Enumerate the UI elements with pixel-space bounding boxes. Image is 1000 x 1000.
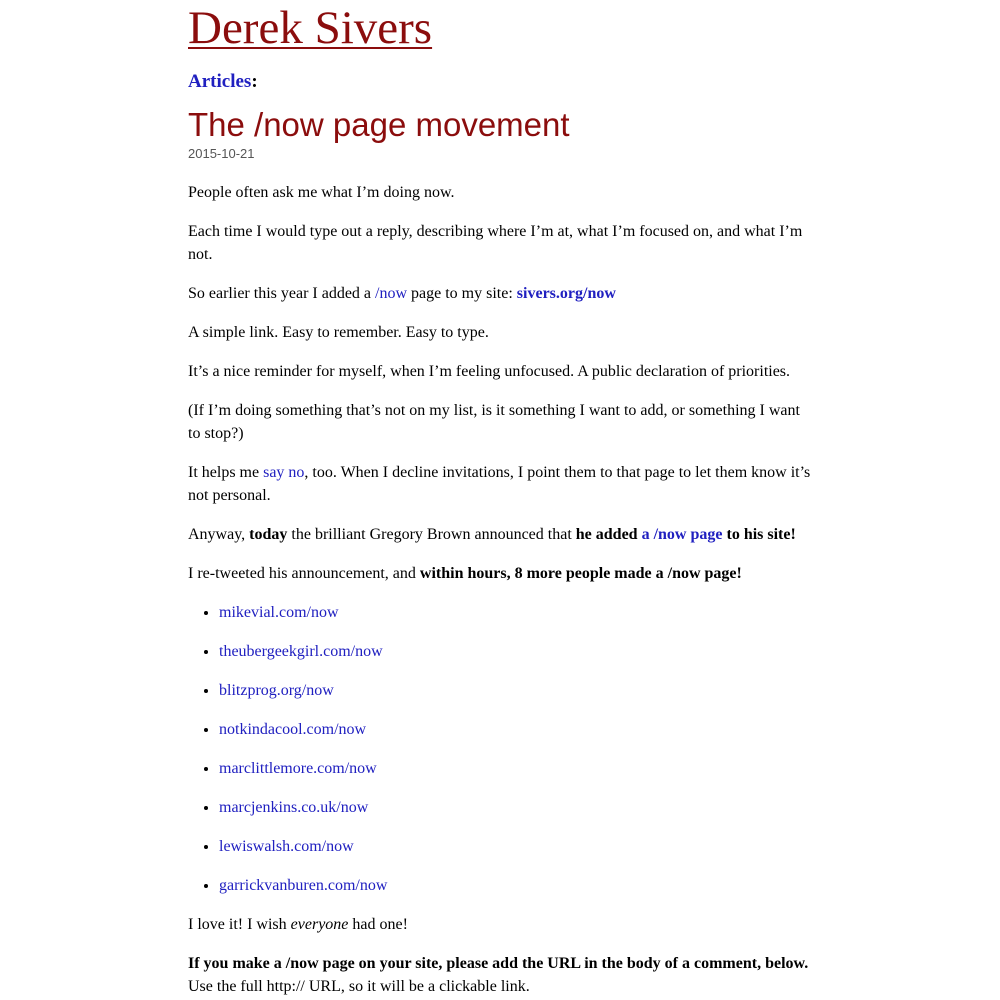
paragraph-text: had one! (348, 916, 408, 933)
paragraph-7 (188, 461, 812, 507)
list-item (219, 640, 812, 663)
list-item (219, 679, 812, 702)
now-pages-list (188, 601, 812, 897)
bold-to-his-site: to his site! (722, 526, 796, 543)
list-item (219, 757, 812, 780)
paragraph-text: Each time I would type out a reply, describing where I’m at, what I’m focused on, and what I’m not. (188, 223, 803, 263)
site-title-link[interactable]: Derek Sivers (188, 2, 433, 54)
list-item (219, 718, 812, 741)
paragraph-3 (188, 282, 812, 305)
now-page-link-mikevial[interactable]: mikevial.com/now (219, 604, 339, 621)
paragraph-text: page to my site: (407, 285, 517, 302)
list-item (219, 796, 812, 819)
sivers-now-link-text: sivers.org/now (516, 285, 616, 302)
now-link[interactable]: /now (375, 285, 408, 302)
emphasis-everyone: everyone (290, 916, 349, 933)
paragraph-text: I re-tweeted his announcement, and (188, 565, 420, 582)
article-date: 2015-10-21 (188, 146, 255, 161)
paragraph-text: So earlier this year I added a (188, 285, 376, 302)
paragraph-text: the brilliant Gregory Brown announced that (287, 526, 576, 543)
sivers-now-link[interactable] (517, 285, 616, 302)
paragraph-1 (188, 181, 812, 204)
bold-he-added: he added (575, 526, 642, 543)
paragraph-text: A simple link. Easy to remember. Easy to type. (188, 324, 489, 341)
gregory-now-page-link-text: a /now page (641, 526, 723, 543)
article-title: The /now page movement (188, 106, 570, 143)
list-item (219, 874, 812, 897)
list-item (219, 835, 812, 858)
now-page-link-blitzprog[interactable]: blitzprog.org/now (219, 682, 334, 699)
now-page-link-marcjenkins[interactable]: marcjenkins.co.uk/now (219, 799, 369, 816)
paragraph-6 (188, 399, 812, 445)
paragraph-text: Anyway, (188, 526, 250, 543)
paragraph-text: It’s a nice reminder for myself, when I’m feeling unfocused. A public declaration of priorities. (188, 363, 791, 380)
paragraph-text: (If I’m doing something that’s not on my list, is it something I want to add, or something I want to stop?) (188, 402, 800, 442)
list-item (219, 601, 812, 624)
paragraph-text: , too. When I decline invitations, I point them to that page to let them know it’s not personal. (188, 464, 811, 504)
paragraph-text: Use the full http:// URL, so it will be a clickable link. (188, 978, 530, 995)
paragraph-text: It helps me (188, 464, 264, 481)
bold-add-url-request: If you make a /now page on your site, please add the URL in the body of a comment, below. (188, 955, 809, 972)
paragraph-11 (188, 952, 812, 998)
paragraph-8 (188, 523, 812, 546)
paragraph-9 (188, 562, 812, 585)
say-no-link[interactable]: say no (263, 464, 305, 481)
now-page-link-theubergeekgirl[interactable]: theubergeekgirl.com/now (219, 643, 383, 660)
bold-today: today (249, 526, 288, 543)
paragraph-2 (188, 220, 812, 266)
paragraph-text: People often ask me what I’m doing now. (188, 184, 455, 201)
breadcrumb-articles-link[interactable]: Articles (188, 71, 252, 92)
now-page-link-garrickvanburen[interactable]: garrickvanburen.com/now (219, 877, 388, 894)
now-page-link-notkindacool[interactable]: notkindacool.com/now (219, 721, 367, 738)
article-body (188, 181, 812, 998)
bold-within-hours: within hours, 8 more people made a /now page! (419, 565, 742, 582)
gregory-now-page-link[interactable] (642, 526, 723, 543)
now-page-link-lewiswalsh[interactable]: lewiswalsh.com/now (219, 838, 354, 855)
paragraph-5 (188, 360, 812, 383)
paragraph-4 (188, 321, 812, 344)
breadcrumb-separator: : (251, 71, 258, 92)
now-page-link-marclittlemore[interactable]: marclittlemore.com/now (219, 760, 377, 777)
paragraph-10 (188, 913, 812, 936)
paragraph-text: I love it! I wish (188, 916, 291, 933)
breadcrumb (188, 70, 258, 94)
